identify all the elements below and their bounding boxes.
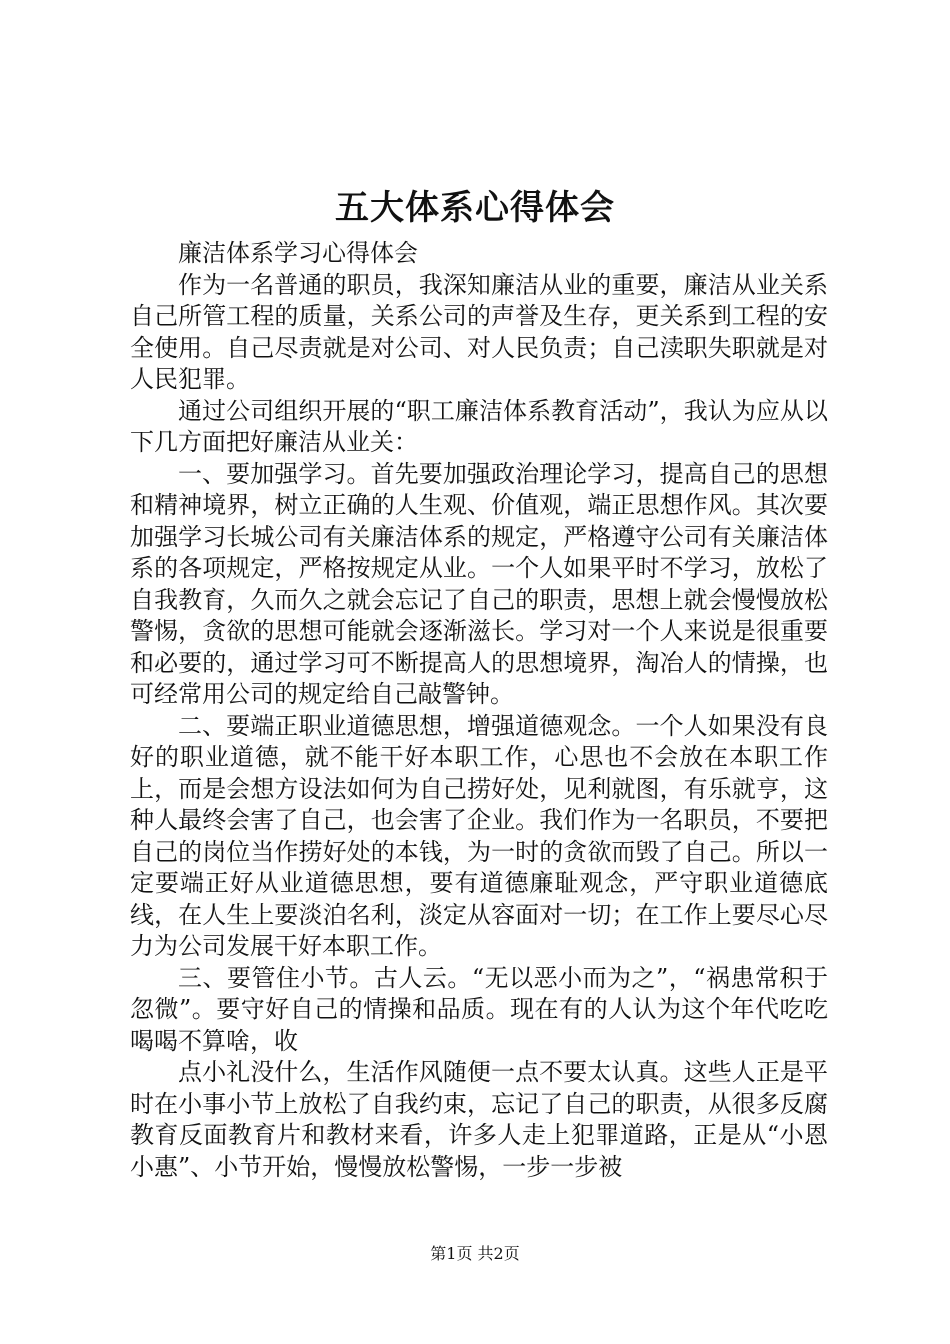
paragraph: 点小礼没什么，生活作风随便一点不要太认真。这些人正是平时在小事小节上放松了自我约束，忘记了自己的职责，从很多反腐教育反面教育片和教材来看，许多人走上犯罪道路，正是从“小恩小惠”、小节开始，慢慢放松警惕，一步一步被 (130, 1058, 828, 1181)
paragraph: 三、要管住小节。古人云。“无以恶小而为之”，“祸患常积于忽微”。要守好自己的情操和品质。现在有的人认为这个年代吃吃喝喝不算啥，收 (130, 963, 828, 1055)
paragraph: 作为一名普通的职员，我深知廉洁从业的重要，廉洁从业关系自己所管工程的质量，关系公司的声誉及生存，更关系到工程的安全使用。自己尽责就是对公司、对人民负责；自己渎职失职就是对人民犯罪。 (130, 270, 828, 393)
document-title: 五大体系心得体会 (335, 188, 615, 228)
paragraph: 一、要加强学习。首先要加强政治理论学习，提高自己的思想和精神境界，树立正确的人生观、价值观，端正思想作风。其次要加强学习长城公司有关廉洁体系的规定，严格遵守公司有关廉洁体系的各项规定，严格按规定从业。一个人如果平时不学习，放松了自我教育，久而久之就会忘记了自己的职责，思想上就会慢慢放松警惕，贪欲的思想可能就会逐渐滋长。学习对一个人来说是很重要和必要的，通过学习可不断提高人的思想境界，淘冶人的情操，也可经常用公司的规定给自己敲警钟。 (130, 459, 828, 708)
paragraph: 通过公司组织开展的“职工廉洁体系教育活动”，我认为应从以下几方面把好廉洁从业关： (130, 396, 828, 456)
paragraph: 二、要端正职业道德思想，增强道德观念。一个人如果没有良好的职业道德，就不能干好本职工作，心思也不会放在本职工作上，而是会想方设法如何为自己捞好处，见利就图，有乐就亨，这种人最终会害了自己，也会害了企业。我们作为一名职员，不要把自己的岗位当作捞好处的本钱，为一时的贪欲而毁了自己。所以一定要端正好从业道德思想，要有道德廉耻观念，严守职业道德底线，在人生上要淡泊名利，淡定从容面对一切；在工作上要尽心尽力为公司发展干好本职工作。 (130, 711, 828, 960)
page-number-footer: 第1页 共2页 (430, 1244, 520, 1263)
document-body (130, 238, 828, 1183)
paragraph: 廉洁体系学习心得体会 (178, 239, 418, 267)
